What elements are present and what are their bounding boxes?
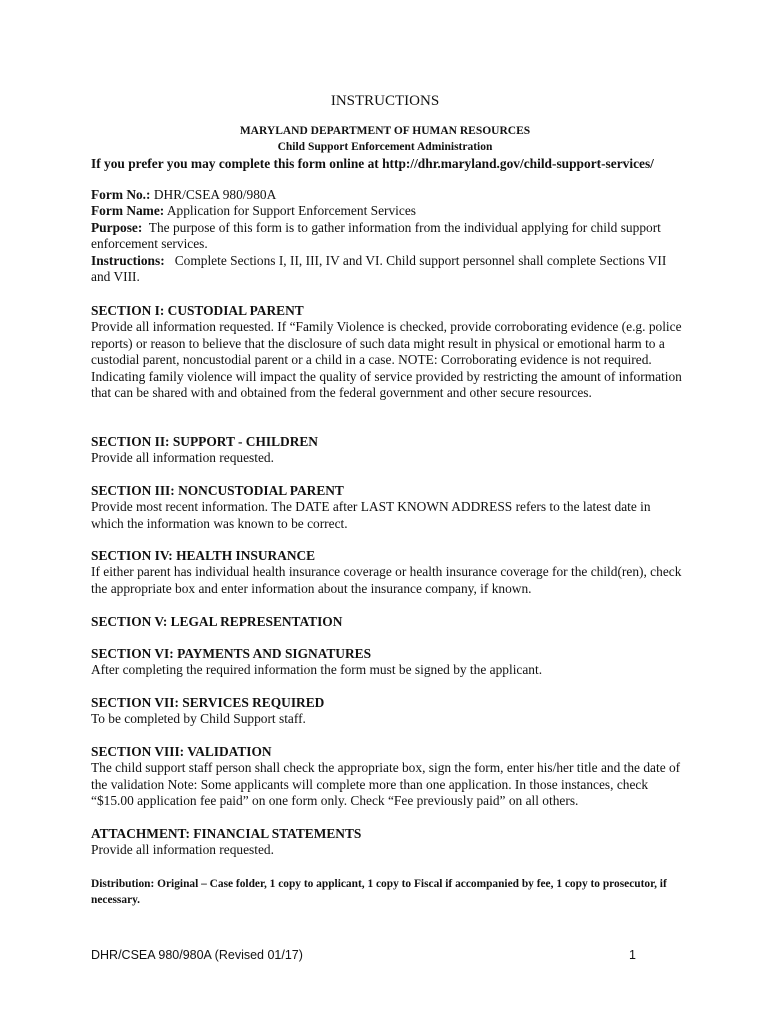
form-name-value: Application for Support Enforcement Services bbox=[166, 203, 417, 219]
form-revision: DHR/CSEA 980/980A (Revised 01/17) bbox=[91, 948, 303, 962]
section-heading: SECTION IV: HEALTH INSURANCE bbox=[91, 548, 316, 563]
section-text: Provide most recent information. The DATE after LAST KNOWN ADDRESS refers to the latest date in which the information was known to be correct. bbox=[91, 499, 651, 531]
section-text: If either parent has individual health insurance coverage or health insurance coverage for the child(ren), check the appropriate box and enter information about the insurance company, if known. bbox=[91, 564, 682, 596]
section-heading: ATTACHMENT: FINANCIAL STATEMENTS bbox=[91, 826, 362, 841]
instructions-value: Complete Sections I, II, III, IV and VI. Child support personnel shall complete Sections VII and VIII. bbox=[91, 252, 667, 285]
purpose-label: Purpose: bbox=[91, 219, 143, 235]
section-noncustodial-parent bbox=[91, 483, 686, 532]
agency-division: Child Support Enforcement Administration bbox=[277, 141, 493, 153]
form-name-row bbox=[91, 203, 686, 219]
section-text: Provide all information requested. bbox=[91, 450, 274, 466]
form-number-label: Form No.: bbox=[91, 187, 151, 202]
section-text: After completing the required information the form must be signed by the applicant. bbox=[91, 662, 543, 678]
instructions-row bbox=[91, 253, 686, 286]
instructions-label: Instructions: bbox=[91, 252, 165, 268]
section-text: To be completed by Child Support staff. bbox=[91, 711, 306, 727]
agency-name: MARYLAND DEPARTMENT OF HUMAN RESOURCES bbox=[239, 125, 531, 137]
section-heading: SECTION VI: PAYMENTS AND SIGNATURES bbox=[91, 646, 372, 661]
section-payments-signatures bbox=[91, 646, 686, 679]
section-financial-statements bbox=[91, 826, 686, 859]
section-custodial-parent bbox=[91, 303, 686, 401]
form-metadata bbox=[91, 187, 686, 285]
section-legal-representation bbox=[91, 614, 686, 630]
section-health-insurance bbox=[91, 548, 686, 597]
section-heading: SECTION III: NONCUSTODIAL PARENT bbox=[91, 483, 344, 498]
section-heading: SECTION II: SUPPORT - CHILDREN bbox=[91, 434, 318, 449]
section-services-required bbox=[91, 695, 686, 728]
section-heading: SECTION V: LEGAL REPRESENTATION bbox=[91, 614, 343, 629]
form-number-row bbox=[91, 187, 686, 203]
distribution-note: Distribution: Original – Case folder, 1 copy to applicant, 1 copy to Fiscal if accompanied by fee, 1 copy to prosecutor, if necessary. bbox=[91, 878, 667, 907]
form-name-label: Form Name: bbox=[91, 203, 165, 219]
purpose-row bbox=[91, 220, 686, 253]
section-support-children bbox=[91, 434, 686, 467]
purpose-value: The purpose of this form is to gather information from the individual applying for child support enforcement services. bbox=[91, 219, 661, 252]
document-title: INSTRUCTIONS bbox=[330, 93, 440, 109]
section-validation bbox=[91, 744, 686, 810]
form-number-value: DHR/CSEA 980/980A bbox=[153, 187, 277, 202]
section-text: The child support staff person shall check the appropriate box, sign the form, enter his/her title and the date of the validation Note: Some applicants will complete more than one application. In those instances, check “$15.00 application fee paid” on one form only. Check “Fee previously paid” on all others. bbox=[91, 760, 681, 809]
section-heading: SECTION VIII: VALIDATION bbox=[91, 744, 272, 759]
page-number: 1 bbox=[629, 948, 636, 962]
section-text: Provide all information requested. bbox=[91, 842, 274, 858]
page-footer bbox=[91, 948, 636, 962]
section-heading: SECTION I: CUSTODIAL PARENT bbox=[91, 303, 304, 318]
online-notice: If you prefer you may complete this form online at http://dhr.maryland.gov/child-support-services/ bbox=[91, 156, 654, 171]
section-heading: SECTION VII: SERVICES REQUIRED bbox=[91, 695, 325, 710]
section-text: Provide all information requested. If “Family Violence is checked, provide corroborating evidence (e.g. police reports) or reason to believe that the disclosure of such data might result in physical or emotional harm to a custodial parent, noncustodial parent or a child in a case. NOTE: Corroborating evidence is not required. Indicating family violence will impact the quality of service provided by restricting the amount of information that can be shared with and obtained from the federal government and other secure resources. bbox=[91, 319, 682, 401]
